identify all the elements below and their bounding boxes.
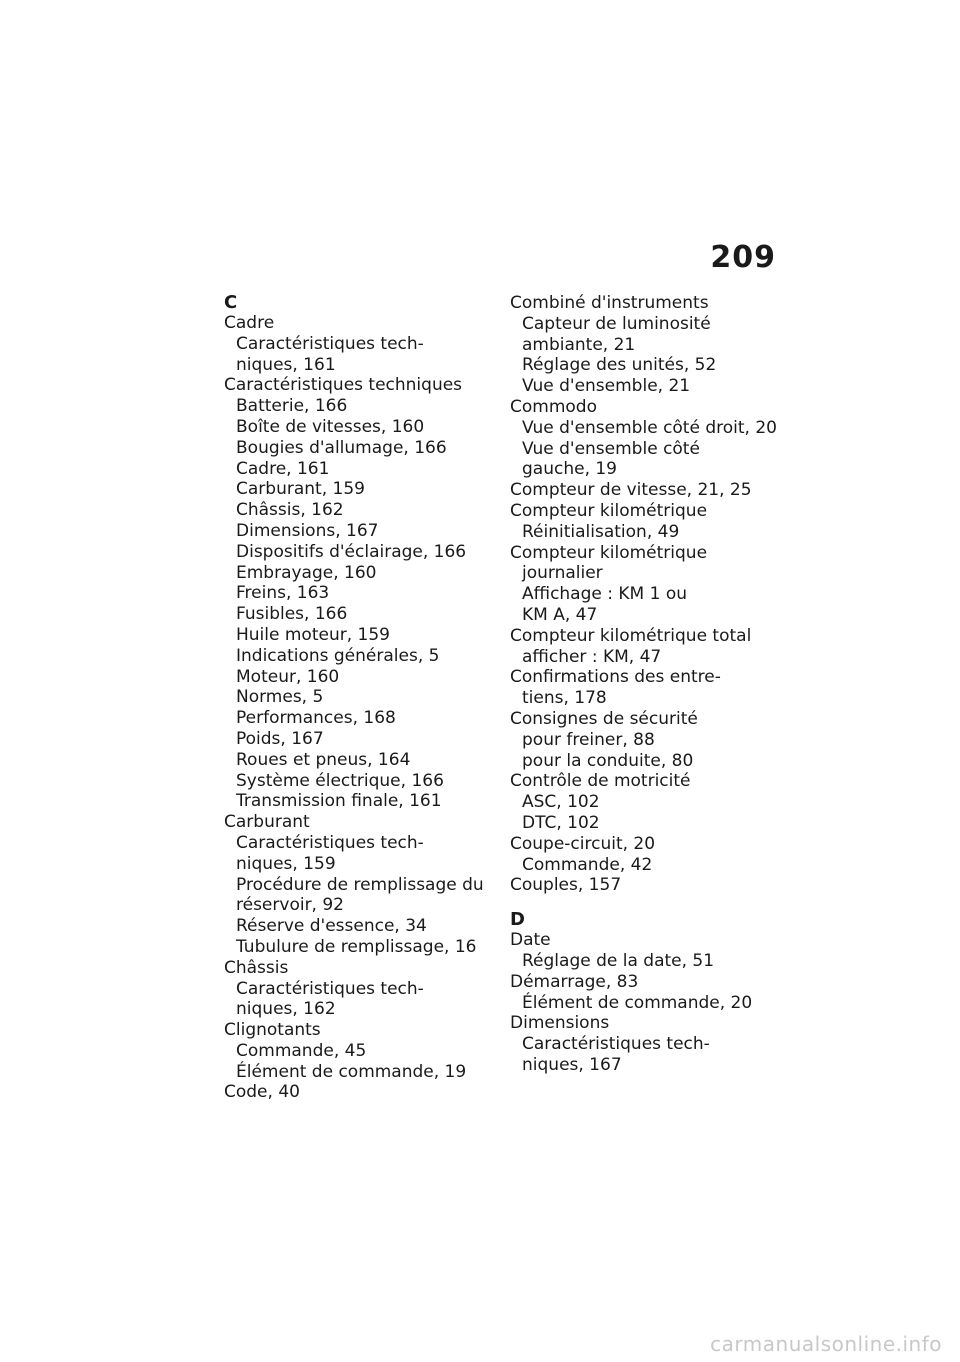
index-entry: Cadre	[224, 313, 275, 333]
index-subentry: Réglage des unités, 52	[522, 355, 717, 376]
index-subentry: Caractéristiques tech-	[236, 832, 424, 853]
index-subentry: Commande, 42	[522, 854, 653, 875]
index-subentry: Réserve d'essence, 34	[236, 916, 427, 937]
section-letter: D	[510, 909, 525, 931]
index-subentry: Affichage : KM 1 ou	[522, 584, 688, 605]
index-entry: Caractéristiques techniques	[224, 375, 463, 396]
index-entry: Châssis	[224, 957, 289, 978]
index-subentry: Élément de commande, 20	[522, 992, 753, 1013]
index-entry: Date	[510, 930, 551, 951]
index-entry: Confirmations des entre-	[510, 667, 721, 688]
index-entry: Commodo	[510, 396, 597, 417]
index-subentry: Boîte de vitesses, 160	[236, 416, 425, 437]
index-subentry: Dispositifs d'éclairage, 166	[236, 541, 467, 562]
index-subentry: journalier	[522, 563, 603, 584]
index-subentry: Batterie, 166	[236, 396, 348, 417]
index-subentry: Bougies d'allumage, 166	[236, 437, 447, 458]
index-subentry: Vue d'ensemble, 21	[522, 376, 691, 397]
index-subentry: Performances, 168	[236, 708, 396, 729]
page-number: 209	[710, 240, 776, 275]
index-subentry: Caractéristiques tech-	[236, 333, 424, 354]
watermark-text: carmanualsonline.info	[710, 1332, 942, 1356]
index-entry: Carburant	[224, 812, 310, 833]
index-subentry: Cadre, 161	[236, 458, 330, 479]
index-subentry: ASC, 102	[522, 792, 600, 813]
index-entry: Combiné d'instruments	[510, 293, 709, 313]
index-subentry: Procédure de remplissage du	[236, 874, 484, 895]
index-subentry: tiens, 178	[522, 688, 607, 709]
index-entry: Compteur kilométrique total	[510, 625, 752, 646]
index-subentry: afficher : KM, 47	[522, 646, 662, 667]
index-entry: Consignes de sécurité	[510, 708, 698, 729]
index-subentry: niques, 162	[236, 999, 336, 1020]
index-subentry: pour freiner, 88	[522, 729, 655, 750]
index-subentry: Poids, 167	[236, 728, 324, 749]
index-subentry: Carburant, 159	[236, 479, 365, 500]
index-subentry: Roues et pneus, 164	[236, 749, 411, 770]
index-subentry: Huile moteur, 159	[236, 624, 390, 645]
index-subentry: Normes, 5	[236, 687, 324, 708]
index-subentry: DTC, 102	[522, 812, 600, 833]
index-subentry: Commande, 45	[236, 1040, 367, 1061]
index-entry: Compteur kilométrique	[510, 542, 708, 563]
index-subentry: Réglage de la date, 51	[522, 950, 715, 971]
index-subentry: Fusibles, 166	[236, 604, 348, 625]
index-subentry: Indications générales, 5	[236, 645, 440, 666]
section-letter: C	[224, 292, 238, 313]
index-subentry: Réinitialisation, 49	[522, 521, 680, 542]
index-subentry: Châssis, 162	[236, 500, 344, 521]
index-subentry: Élément de commande, 19	[236, 1061, 467, 1082]
index-subentry: Caractéristiques tech-	[236, 978, 424, 999]
index-subentry: Moteur, 160	[236, 666, 340, 687]
index-subentry: Embrayage, 160	[236, 562, 377, 583]
index-entry: Clignotants	[224, 1020, 321, 1041]
index-subentry: pour la conduite, 80	[522, 750, 694, 771]
index-subentry: gauche, 19	[522, 459, 618, 480]
index-subentry: niques, 167	[522, 1054, 622, 1075]
index-subentry: ambiante, 21	[522, 334, 636, 355]
index-entry: Couples, 157	[510, 875, 622, 896]
index-entry: Compteur de vitesse, 21, 25	[510, 480, 752, 501]
index-subentry: réservoir, 92	[236, 895, 344, 916]
index-subentry: Vue d'ensemble côté	[522, 438, 700, 459]
section-gap	[510, 896, 780, 910]
index-subentry: Tubulure de remplissage, 16	[236, 936, 477, 957]
index-column-right	[510, 293, 780, 1076]
index-column-left	[224, 293, 494, 1103]
index-subentry: Transmission finale, 161	[236, 791, 442, 812]
index-entry: Compteur kilométrique	[510, 500, 708, 521]
index-subentry: niques, 161	[236, 354, 336, 375]
index-subentry: Caractéristiques tech-	[522, 1034, 710, 1055]
index-subentry: Capteur de luminosité	[522, 313, 711, 334]
index-subentry: Freins, 163	[236, 583, 330, 604]
index-entry: Dimensions	[510, 1013, 610, 1034]
index-subentry: KM A, 47	[522, 604, 598, 625]
index-entry: Contrôle de motricité	[510, 771, 691, 792]
index-entry: Coupe-circuit, 20	[510, 833, 656, 854]
index-subentry: Dimensions, 167	[236, 520, 379, 541]
index-subentry: Système électrique, 166	[236, 770, 444, 791]
index-entry: Code, 40	[224, 1082, 300, 1103]
index-subentry: niques, 159	[236, 853, 336, 874]
index-entry: Démarrage, 83	[510, 971, 639, 992]
index-subentry: Vue d'ensemble côté droit, 20	[522, 417, 777, 438]
